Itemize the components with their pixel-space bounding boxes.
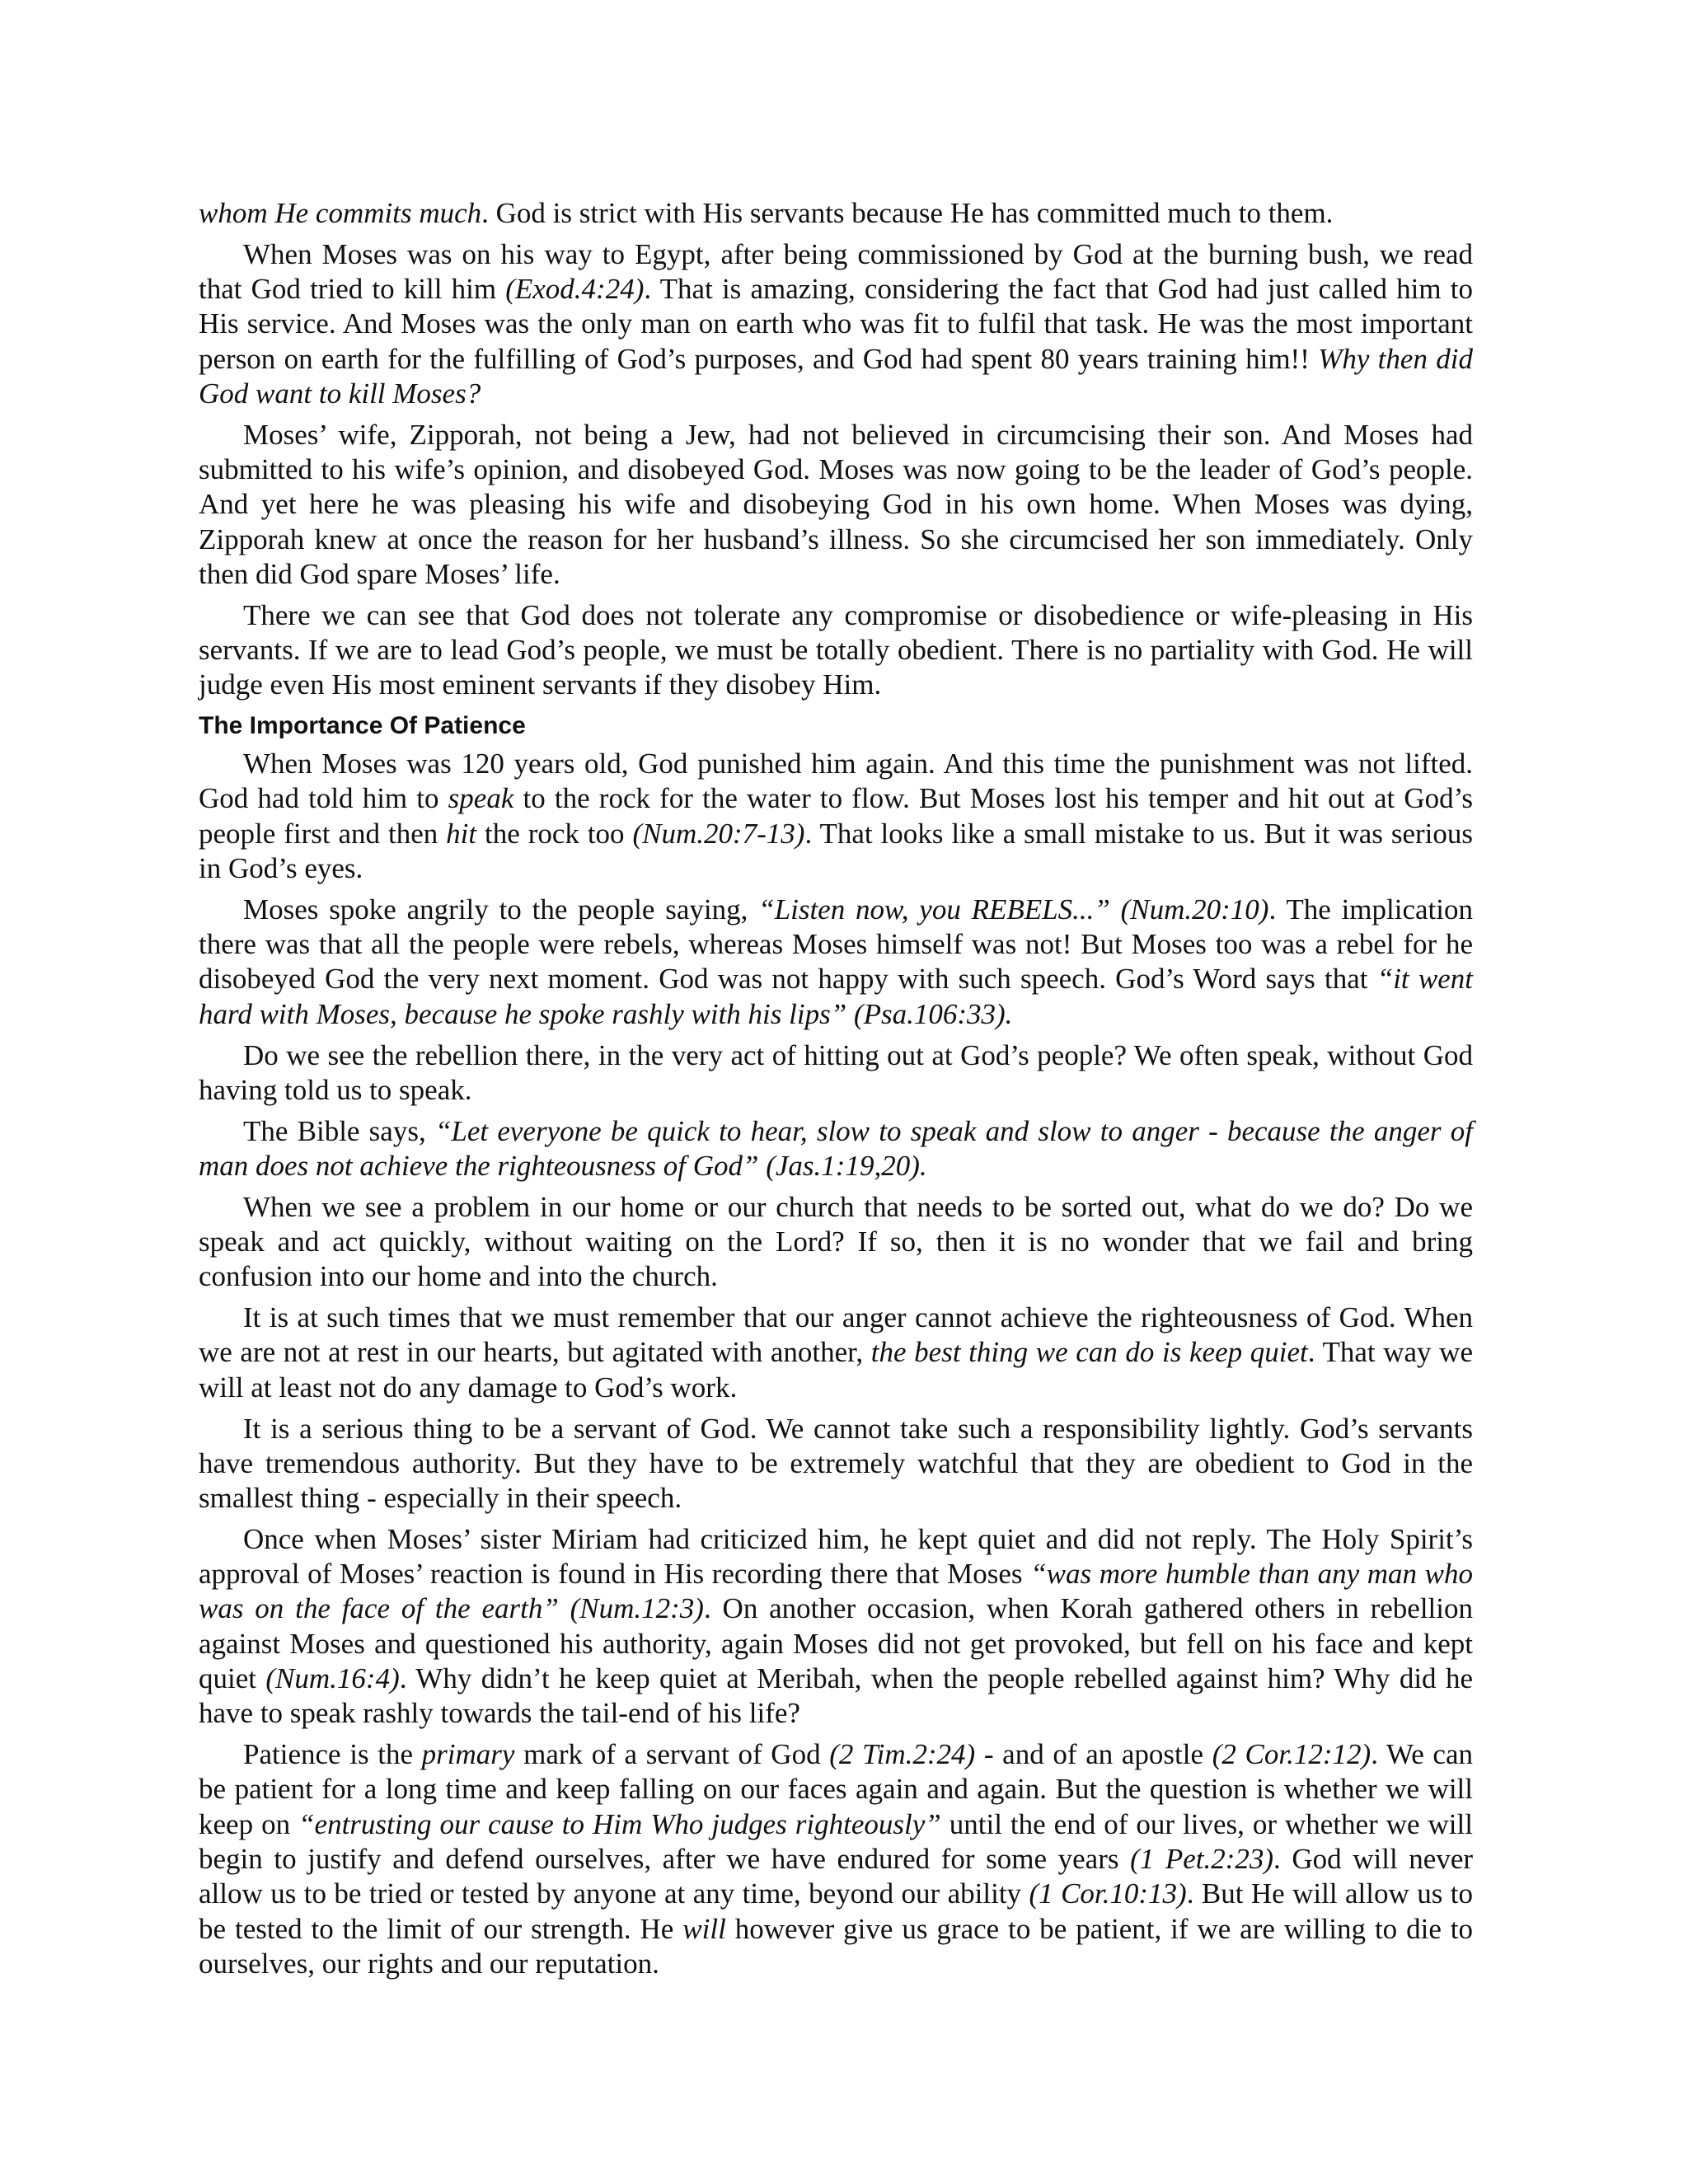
italic-run: “Let everyone be quick to hear, slow to speak and slow to anger - because the anger of man does not achieve the righteousness of God” (Jas.1:19,20). bbox=[199, 1114, 1473, 1182]
text-run: - and of an apostle bbox=[975, 1738, 1212, 1771]
body-paragraph bbox=[199, 747, 1473, 886]
text-run: Once when Moses’ sister Miriam had criticized him, he kept quiet and did not reply. The Holy Spirit’s approval of Moses’ reaction is found in His recording there that Moses bbox=[199, 1522, 1473, 1591]
text-run: . The implication there was that all the people were rebels, whereas Moses himself was not! But Moses too was a rebel for he disobeyed God the very next moment. God was not happy with such speech. God’s Word says that bbox=[199, 893, 1473, 996]
text-run: until the end of our lives, or whether we will begin to justify and defend ourselves, after we have endured for some years bbox=[199, 1807, 1473, 1876]
italic-run: speak bbox=[448, 782, 514, 815]
italic-run: “it went hard with Moses, because he spoke rashly with his lips” (Psa.106:33). bbox=[199, 963, 1473, 1030]
body-paragraph bbox=[199, 598, 1473, 703]
body-paragraph bbox=[199, 196, 1473, 231]
italic-run: (Num.16:4) bbox=[265, 1662, 400, 1695]
text-run: There we can see that God does not tolerate any compromise or disobedience or wife-pleasing in His servants. If we are to lead God’s people, we must be totally obedient. There is no partiality with God. He will judge even His most eminent servants if they disobey Him. bbox=[199, 598, 1473, 701]
body-paragraph bbox=[199, 1737, 1473, 1981]
document-page bbox=[199, 196, 1473, 1988]
text-run: Moses spoke angrily to the people saying, bbox=[243, 893, 759, 926]
text-run: When Moses was on his way to Egypt, after being commissioned by God at the burning bush, we read that God tried to kill him bbox=[199, 237, 1473, 306]
body-paragraph bbox=[199, 1038, 1473, 1108]
italic-run: “Listen now, you REBELS...” (Num.20:10) bbox=[758, 893, 1269, 926]
body-paragraph bbox=[199, 893, 1473, 1032]
section-heading: The Importance Of Patience bbox=[199, 712, 526, 740]
italic-run: Why then did God want to kill Moses? bbox=[199, 342, 1473, 410]
text-run: mark of a servant of God bbox=[514, 1738, 830, 1771]
body-paragraph bbox=[199, 1522, 1473, 1732]
italic-run: (2 Cor.12:12) bbox=[1212, 1738, 1372, 1771]
italic-run: (1 Pet.2:23) bbox=[1130, 1843, 1274, 1876]
italic-run: hit bbox=[446, 817, 477, 850]
text-run: . Why didn’t he keep quiet at Meribah, when the people rebelled against him? Why did he have to speak rashly towards the tail-end of his life? bbox=[199, 1662, 1473, 1730]
text-run: . That looks like a small mistake to us. But it was serious in God’s eyes. bbox=[199, 817, 1474, 885]
text-run: . God is strict with His servants because He has committed much to them. bbox=[481, 197, 1334, 229]
italic-run: primary bbox=[421, 1738, 515, 1771]
text-run: When Moses was 120 years old, God punished him again. And this time the punishment was not lifted. God had told him to bbox=[199, 748, 1473, 815]
body-paragraph bbox=[199, 1114, 1473, 1184]
text-run: . We can be patient for a long time and keep falling on our faces again and again. But the question is whether we will keep on bbox=[199, 1738, 1473, 1840]
text-run: . That is amazing, considering the fact that God had just called him to His service. And Moses was the only man on earth who was fit to fulfil that task. He was the most important person on earth for the fulfilling of God’s purposes, and God had spent 80 years training him!! bbox=[199, 273, 1473, 375]
text-run: Patience is the bbox=[243, 1738, 422, 1771]
text-run: . God will never allow us to be tried or tested by anyone at any time, beyond our ability bbox=[199, 1843, 1474, 1910]
text-run: however give us grace to be patient, if we are willing to die to ourselves, our rights and our reputation. bbox=[199, 1912, 1474, 1980]
body-paragraph bbox=[199, 1190, 1473, 1295]
body-paragraph bbox=[199, 237, 1473, 411]
text-run: . That way we will at least not do any damage to God’s work. bbox=[199, 1336, 1473, 1404]
text-run: Moses’ wife, Zipporah, not being a Jew, had not believed in circumcising their son. And Moses had submitted to his wife’s opinion, and disobeyed God. Moses was now going to be the leader of God’s people. And yet here he was pleasing his wife and disobeying God in his own home. When Moses was dying, Zipporah knew at once the reason for her husband’s illness. So she circumcised her son immediately. Only then did God spare Moses’ life. bbox=[199, 418, 1473, 590]
italic-run: (1 Cor.10:13) bbox=[1029, 1877, 1187, 1910]
text-run: Do we see the rebellion there, in the very act of hitting out at God’s people? We often speak, without God having told us to speak. bbox=[199, 1038, 1473, 1106]
text-run: the rock too bbox=[476, 817, 633, 850]
text-run: . But He will allow us to be tested to the limit of our strength. He bbox=[199, 1877, 1473, 1945]
italic-run: (Exod.4:24) bbox=[505, 273, 645, 306]
text-run: to the rock for the water to flow. But Moses lost his temper and hit out at God’s people first and then bbox=[199, 782, 1473, 850]
text-run: When we see a problem in our home or our church that needs to be sorted out, what do we do? Do we speak and act quickly, without waiting on the Lord? If so, then it is no wonder that we fail and bring confusion into our home and into the church. bbox=[199, 1190, 1473, 1293]
italic-run: (Num.20:7-13) bbox=[632, 817, 805, 850]
italic-run: “was more humble than any man who was on the face of the earth” (Num.12:3) bbox=[199, 1558, 1474, 1625]
body-paragraph bbox=[199, 1301, 1473, 1405]
body-paragraph bbox=[199, 1412, 1473, 1516]
italic-run: (2 Tim.2:24) bbox=[829, 1738, 976, 1771]
italic-run: whom He commits much bbox=[199, 197, 482, 229]
body-paragraph bbox=[199, 418, 1473, 592]
text-run: . On another occasion, when Korah gathered others in rebellion against Moses and questioned his authority, again Moses did not get provoked, but fell on his face and kept quiet bbox=[199, 1592, 1473, 1695]
italic-run: “entrusting our cause to Him Who judges righteously” bbox=[298, 1807, 941, 1840]
italic-run: will bbox=[682, 1912, 726, 1945]
text-run: It is at such times that we must remember that our anger cannot achieve the righteousness of God. When we are not at rest in our hearts, but agitated with another, bbox=[199, 1301, 1473, 1369]
italic-run: the best thing we can do is keep quiet bbox=[870, 1336, 1308, 1369]
text-run: It is a serious thing to be a servant of God. We cannot take such a responsibility lightly. God’s servants have tremendous authority. But they have to be extremely watchful that they are obedient to God in the smallest thing - especially in their speech. bbox=[199, 1412, 1473, 1515]
text-run: The Bible says, bbox=[243, 1114, 435, 1147]
